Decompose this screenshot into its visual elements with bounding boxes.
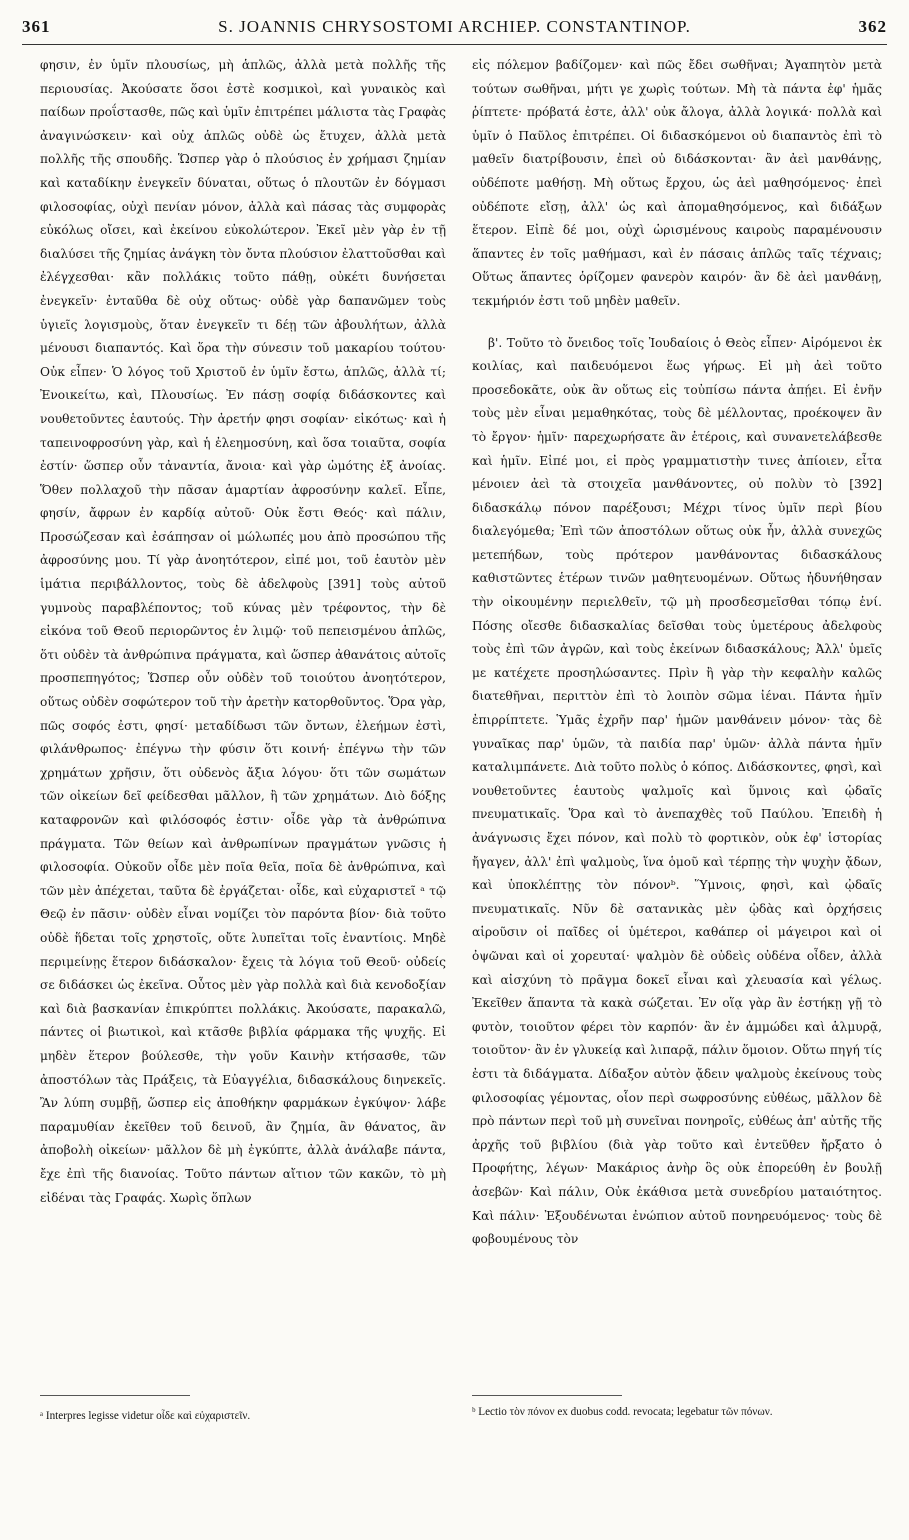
left-column-text: φησιν, ἐν ὑμῖν πλουσίως, μὴ ἁπλῶς, ἀλλὰ μετὰ πολλῆς τῆς περιουσίας. Ἀκούσατε ὅσοι ἐστὲ κοσμικοὶ, καὶ γυναικὸς καὶ παίδων προΐστασθε, πῶς καὶ ὑμῖν ἐπιτρέπει μάλιστα τὰς Γραφὰς ἀναγινώσκειν· καὶ οὐχ ἁπλῶς οὐδὲ ὡς ἔτυχεν, ἀλλὰ μετὰ πολλῆς τῆς σπουδῆς. Ὥσπερ γὰρ ὁ πλούσιος ἐν χρήμασι ζημίαν καὶ καταδίκην ἐνεγκεῖν δύναται, οὕτως ὁ πλουτῶν ἐν δόγμασι φιλοσοφίας, οὐχὶ πενίαν μόνον, ἀλλὰ καὶ πάσας τὰς συμφορὰς εὐκόλως οἴσει, καὶ ἐκείνου εὐκολώτερον. Ἐκεῖ μὲν γὰρ ἐν τῇ διαλύσει τῆς ζημίας ἀνάγκη τὸν ὄντα πλούσιον ἐλαττοῦσθαι καὶ ἐλέγχεσθαι· κἂν πολλάκις τοῦτο πάθῃ, οὐκέτι δυνήσεται ἐνεγκεῖν· ἐνταῦθα δὲ οὐχ οὕτως· οὐδὲ γὰρ δαπανῶμεν τοὺς ὑγιεῖς λογισμοὺς, ὅταν ἐνεγκεῖν τι δέῃ τῶν ἀβουλήτων, ἀλλὰ μένουσι διαπαντός. Καὶ ὅρα τὴν σύνεσιν τοῦ μακαρίου τούτου· Οὐκ εἶπεν· Ὁ λόγος τοῦ Χριστοῦ ἐν ὑμῖν ἔστω, ἁπλῶς, ἀλλὰ τί; Ἐνοικείτω, καὶ, Πλουσίως. Ἐν πάσῃ σοφίᾳ διδάσκοντες καὶ νουθετοῦντες ἑαυτούς. Τὴν ἀρετήν φησι σοφίαν· εἰκότως· καὶ ἡ ταπεινοφροσύνη γὰρ, καὶ ἡ ἐλεημοσύνη, καὶ ὅσα τοιαῦτα, σοφία ἐστίν· ὥσπερ οὖν τἀναντία, ἄνοια· καὶ γὰρ ὠμότης ἐξ ἀνοίας. Ὅθεν πολλαχοῦ τὴν πᾶσαν ἁμαρτίαν ἀφροσύνην καλεῖ. Εἶπε, φησίν, ἄφρων ἐν καρδίᾳ αὐτοῦ· Οὐκ ἔστι Θεός· καὶ πάλιν, Προσώζεσαν καὶ ἐσάπησαν οἱ μώλωπές μου ἀπὸ προσώπου τῆς ἀφροσύνης μου. Τί γὰρ ἀνοητότερον, εἰπέ μοι, τοῦ ἑαυτὸν μὲν ἱμάτια περιβάλλοντος, τοὺς δὲ ἀδελφοὺς [391] τοὺς αὐτοῦ γυμνοὺς παραβλέποντος; τοῦ κύνας μὲν τρέφοντος, τὴν δὲ εἰκόνα τοῦ Θεοῦ περιορῶντος ἐν λιμῷ· τοῦ πεπεισμένου ἁπλῶς, ὅτι οὐδὲν τὰ ἀνθρώπινα πράγματα, καὶ ὥσπερ ἀθανάτοις αὐτοῖς προσπεπηγότος; Ὥσπερ οὖν οὐδὲν τοῦ τοιούτου ἀνοητότερον, οὕτως οὐδὲν σοφώτερον τοῦ τὴν ἀρετὴν κατορθοῦντος. Ὅρα γὰρ, πῶς σοφός ἐστι, φησί· μεταδίδωσι τῶν ὄντων, ἐλεήμων ἐστὶ, φιλάνθρωπος· ἐπέγνω τὴν φύσιν ὅτι κοινή· ἐπέγνω τὴν τῶν χρημάτων χρῆσιν, ὅτι οὐδενὸς ἄξια λόγου· ὅτι τῶν σωμάτων τῶν οἰκείων δεῖ φείδεσθαι μᾶλλον, ἢ τῶν χρημάτων. Διὸ δόξης καταφρονῶν καὶ φιλόσοφός ἐστιν· οἶδε γὰρ τὰ ἀνθρώπινα πράγματα. Τῶν θείων καὶ ἀνθρωπίνων πραγμάτων γνῶσις ἡ φιλοσοφία. Οὐκοῦν οἶδε μὲν ποῖα θεῖα, ποῖα δὲ ἀνθρώπινα, καὶ τῶν μὲν ἀπέχεται, ταῦτα δὲ ἐργάζεται· οἶδε, καὶ εὐχαριστεῖ ᵃ τῷ Θεῷ ἐν πᾶσιν· οὐδὲν εἶναι νομίζει τὸν παρόντα βίον· διὰ τοῦτο οὐδὲ ἥδεται τοῖς χρηστοῖς, οὔτε λυπεῖται τοῖς ἐναντίοις. Μηδὲ περιμείνῃς ἕτερον διδάσκαλον· ἔχεις τὰ λόγια τοῦ Θεοῦ· οὐδείς σε διδάσκει ὡς ἐκεῖνα. Οὗτος μὲν γὰρ πολλὰ καὶ διὰ κενοδοξίαν καὶ διὰ βασκανίαν ἐπικρύπτει πολλάκις. Ἀκούσατε, παρακαλῶ, πάντες οἱ βιωτικοὶ, καὶ κτᾶσθε βιβλία φάρμακα τῆς ψυχῆς. Εἰ μηδὲν ἕτερον βούλεσθε, τὴν γοῦν Καινὴν κτήσασθε, τῶν ἀποστόλων τὰς Πράξεις, τὰ Εὐαγγέλια, διδασκάλους διηνεκεῖς. Ἂν λύπη συμβῇ, ὥσπερ εἰς ἀποθήκην φαρμάκων ἐγκύψον· λάβε παραμυθίαν ἐκεῖθεν τοῦ δεινοῦ, ἂν ζημία, ἂν θάνατος, ἂν ἀποβολὴ οἰκείων· μᾶλλον δὲ μὴ ἐγκύπτε, ἀλλὰ ἀνάλαβε πάντα, ἔχε ἐπὶ τῆς διανοίας. Τοῦτο πάντων αἴτιον τῶν κακῶν, τὸ μὴ εἰδέναι τὰς Γραφάς. Χωρὶς ὅπλων [40, 58, 446, 1205]
footnote-divider-right [472, 1395, 622, 1396]
footnote-divider-left [40, 1395, 190, 1396]
right-column-paragraph-1: εἰς πόλεμον βαδίζομεν· καὶ πῶς ἔδει σωθῆναι; Ἀγαπητὸν μετὰ τούτων σωθῆναι, μήτι γε χωρὶς τούτων. Μὴ τὰ πάντα ἐφ' ἡμᾶς ῥίπτετε· πρόβατά ἐστε, ἀλλ' οὐκ ἄλογα, ἀλλὰ λογικά· πολλὰ καὶ ὑμῖν ὁ Παῦλος ἐπιτρέπει. Οἱ διδασκόμενοι οὐ διαπαντὸς ἐπὶ τὸ μαθεῖν διατρίβουσιν, ἐπεὶ οὐ διδάσκονται· ἂν ἀεὶ μανθάνῃς, οὐδέποτε μαθήσῃ. Μὴ οὕτως ἔρχου, ὡς ἀεὶ μαθησόμενος· ἐπεὶ οὐδέποτε εἴσῃ, ἀλλ' ὡς καὶ ἀπομαθησόμενος, καὶ διδάξων ἕτερον. Εἰπὲ δέ μοι, οὐχὶ ὡρισμένους καιροὺς παραμένουσιν ἅπαντες ἐν τοῖς μαθήμασι, καὶ ἐν πάσαις ἁπλῶς ταῖς τέχναις; Οὕτως ἅπαντες ὁρίζομεν φανερὸν καιρόν· ἂν δὲ ἀεὶ μανθάνῃ, τεκμήριόν ἐστι τοῦ μηδὲν μαθεῖν. [472, 58, 882, 308]
left-page-number: 361 [22, 17, 51, 36]
left-column [40, 54, 446, 1210]
right-column [472, 54, 882, 1252]
right-page-number: 362 [858, 17, 887, 36]
right-column-paragraph-2: β'. Τοῦτο τὸ ὄνειδος τοῖς Ἰουδαίοις ὁ Θεὸς εἶπεν· Αἱρόμενοι ἐκ κοιλίας, καὶ παιδευόμενοι ἕως γήρως. Εἰ μὴ ἀεὶ τοῦτο προσεδοκᾶτε, οὐκ ἂν οὕτως εἰς τοὐπίσω πάντα ἀπῄει. Εἰ ἐνῆν τοὺς μὲν εἶναι μεμαθηκότας, τοὺς δὲ μέλλοντας, προέκοψεν ἂν τὸ ἔργον· ἡμῖν· παρεχωρήσατε ἂν ἑτέροις, καὶ συνανετελάβεσθε καὶ ἡμῖν. Εἰπέ μοι, εἰ πρὸς γραμματιστὴν τινες ἀπίοιεν, εἶτα μένοιεν ἀεὶ τὰ στοιχεῖα μανθάνοντες, οὐ πολὺν τὸ [392] διδασκάλῳ πόνον παρέξουσι; Μέχρι τίνος ὑμῖν περὶ βίου διαλεγόμεθα; Ἐπὶ τῶν ἀποστόλων οὕτως οὐκ ἦν, ἀλλὰ συνεχῶς μετεπήδων, τοὺς πρότερον μανθάνοντας διδασκάλους καθιστῶντες ἑτέρων τινῶν μαθητευομένων. Οὕτως ἠδυνήθησαν τὴν οἰκουμένην περιελθεῖν, τῷ μὴ προσδεσμεῖσθαι τόπῳ ἑνί. Πόσης οἴεσθε διδασκαλίας δεῖσθαι τοὺς ὑμετέρους ἀδελφοὺς τοὺς ἐπὶ τῶν ἀγρῶν, καὶ τοὺς ἐκείνων διδασκάλους; Ἀλλ' ὑμεῖς με κατέχετε προσηλώσαντες. Πρὶν ἢ γὰρ τὴν κεφαλὴν καλῶς διατεθῆναι, περιττὸν ἐπὶ τὸ λοιπὸν σῶμα ἰέναι. Πάντα ἡμῖν ἐπιρρίπτετε. Ὑμᾶς ἐχρῆν παρ' ἡμῶν μανθάνειν μόνον· τὰς δὲ γυναῖκας παρ' ὑμῶν, τὰ παιδία παρ' ὑμῶν· ἀλλὰ πάντα ἡμῖν καταλιμπάνετε. Διὰ τοῦτο πολὺς ὁ κόπος. Διδάσκοντες, φησὶ, καὶ νουθετοῦντες ἑαυτοὺς ψαλμοῖς καὶ ὕμνοις καὶ ᾠδαῖς πνευματικαῖς. Ὅρα καὶ τὸ ἀνεπαχθὲς τοῦ Παύλου. Ἐπειδὴ ἡ ἀνάγνωσις ἔχει πόνον, καὶ πολὺ τὸ φορτικὸν, οὐκ ἐφ' ἱστορίας ἤγαγεν, ἀλλ' ἐπὶ ψαλμοὺς, ἵνα ὁμοῦ καὶ τέρπῃς τὴν ψυχὴν ᾄδων, καὶ ὑποκλέπτῃς τὸν πόνονᵇ. Ὕμνοις, φησὶ, καὶ ᾠδαῖς πνευματικαῖς. Νῦν δὲ σατανικὰς μὲν ᾠδὰς καὶ ὀρχήσεις αἱροῦσιν οἱ παῖδες οἱ ὑμέτεροι, καθάπερ οἱ μάγειροι καὶ οἱ ὀψῶναι καὶ οἱ χορευταί· ψαλμὸν δὲ οὐδεὶς οὐδένα οἶδεν, ἀλλὰ καὶ αἰσχύνη τὸ πρᾶγμα δοκεῖ εἶναι καὶ χλευασία καὶ γέλως. Ἐκεῖθεν ἅπαντα τὰ κακὰ σώζεται. Ἐν οἵᾳ γὰρ ἂν ἑστήκῃ γῇ τὸ φυτὸν, τοιοῦτον φέρει τὸν καρπόν· ἂν ἐν ἁμμώδει καὶ ἁλμυρᾷ, τοιοῦτον· ἂν ἐν γλυκείᾳ καὶ λιπαρᾷ, πάλιν ὅμοιον. Οὕτω πηγή τίς ἐστι τὰ διδάγματα. Δίδαξον αὐτὸν ᾄδειν ψαλμοὺς ἐκείνους τοὺς φιλοσοφίας γέμοντας, οἷον περὶ σωφροσύνης εὐθέως, μᾶλλον δὲ πρὸ πάντων περὶ τοῦ μὴ συνεῖναι πονηροῖς, εὐθέως ἀπ' αὐτῆς τῆς ἀρχῆς τοῦ βιβλίου (διὰ γὰρ τοῦτο καὶ ἐντεῦθεν ἤρξατο ὁ Προφήτης, λέγων· Μακάριος ἀνὴρ ὃς οὐκ ἐπορεύθη ἐν βουλῇ ἀσεβῶν· Καὶ πάλιν, Οὐκ ἐκάθισα μετὰ συνεδρίου ματαιότητος. Καὶ πάλιν· Ἐξουδένωται ἐνώπιον αὐτοῦ πονηρευόμενος· τοὺς δὲ φοβουμένους τὸν [472, 335, 882, 1247]
footnote-a: ᵃ Interpres legisse videtur οἶδε καὶ εὐχαριστεῖν. [40, 1410, 251, 1422]
running-title: S. JOANNIS CHRYSOSTOMI ARCHIEP. CONSTANTINOP. [218, 17, 691, 36]
footnote-b: ᵇ Lectio τὸν πόνον ex duobus codd. revocata; legebatur τῶν πόνων. [472, 1406, 773, 1418]
running-header [22, 10, 887, 45]
